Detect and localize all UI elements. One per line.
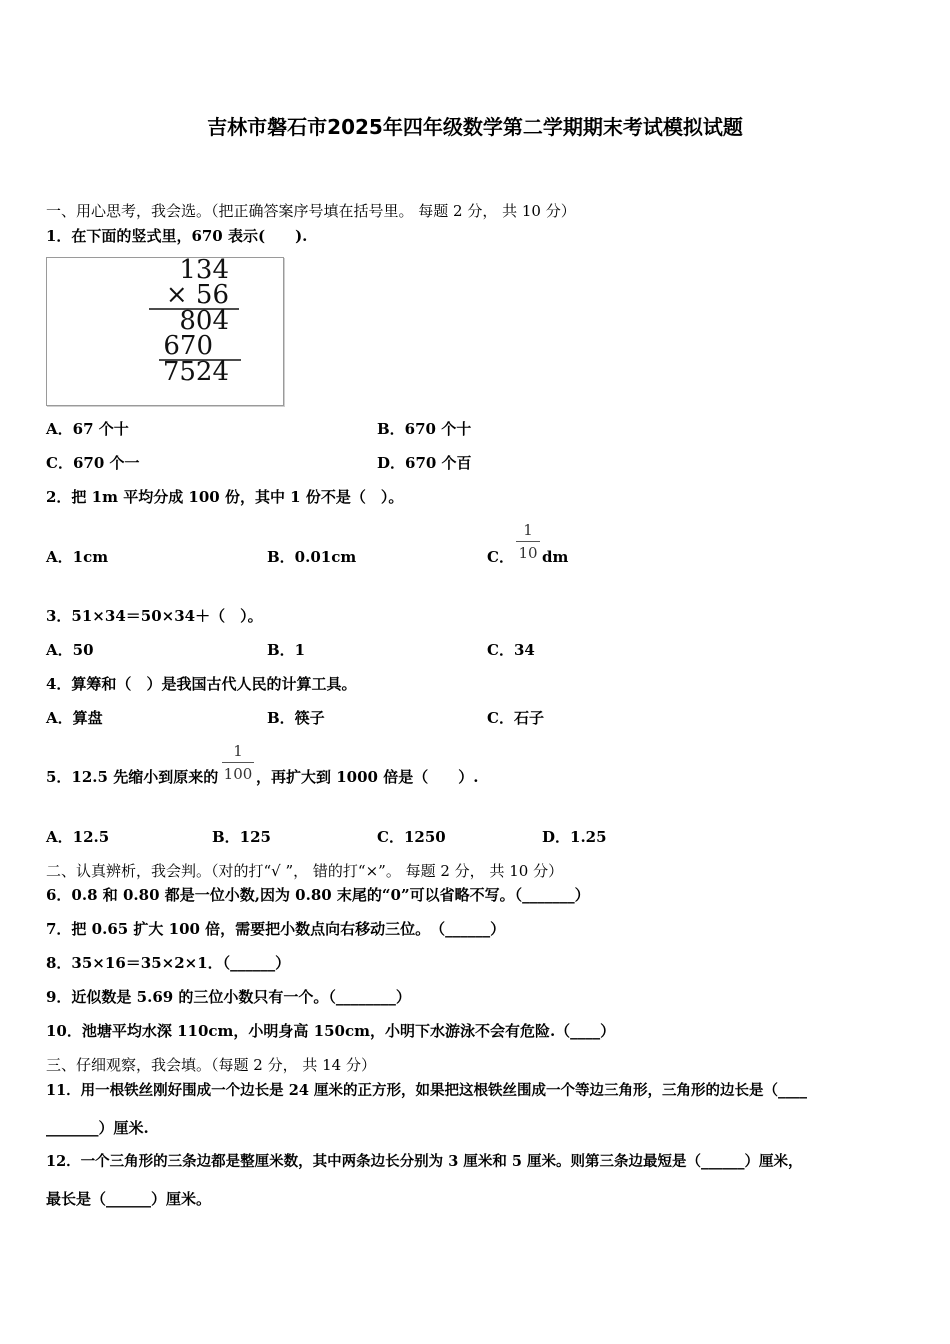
q1-stem: 1．在下面的竖式里，670 表示( ). [46,227,308,245]
q5-stem-b: ，再扩大到 1000 倍是（ ）. [256,768,479,786]
fig-line-3: 804 [179,306,229,336]
q3-option-a: A．50 [46,641,94,659]
section-3-heading: 三、仔细观察，我会填。（每题 2 分， 共 14 分） [46,1056,376,1074]
q3-stem: 3．51×34＝50×34＋（ ）。 [46,607,263,625]
q4-stem: 4．算筹和（ ）是我国古代人民的计算工具。 [46,675,357,693]
q2-option-a: A．1cm [46,548,109,566]
section-2-heading: 二、认真辨析，我会判。（对的打“√ ”， 错的打“×”。 每题 2 分， 共 10 分） [46,862,564,880]
q5-option-c: C．1250 [377,828,446,846]
q5-frac-numerator: 1 [233,742,243,760]
q10-text: 10．池塘平均水深 110cm，小明身高 150cm，小明下水游泳不会有危险.（____） [46,1022,616,1040]
q5-option-b: B．125 [212,828,271,846]
section-1-heading: 一、用心思考，我会选。（把正确答案序号填在括号里。 每题 2 分， 共 10 分） [46,202,576,220]
q2-frac-bar [516,541,540,542]
q6-text: 6．0.8 和 0.80 都是一位小数,因为 0.80 末尾的“0”可以省略不写。（_______） [46,886,590,904]
q5-frac-denominator: 100 [223,765,253,783]
fig-line-2: × 56 [165,280,229,310]
q5-fraction [222,742,254,783]
q12-line-1: 12．一个三角形的三条边都是整厘米数，其中两条边长分别为 3 厘米和 5 厘米。则第三条边最短是（______）厘米， [46,1153,803,1170]
vertical-multiplication-figure [46,257,284,406]
q5-option-d: D．1.25 [542,828,607,846]
q2-stem: 2．把 1m 平均分成 100 份，其中 1 份不是（ ）。 [46,488,404,506]
q2-option-c-fraction [516,521,540,562]
q11-line-2: _______）厘米. [46,1119,149,1137]
q2-option-b: B．0.01cm [267,548,357,566]
q11-line-1: 11．用一根铁丝刚好围成一个边长是 24 厘米的正方形，如果把这根铁丝围成一个等边三角形，三角形的边长是（____ [46,1082,807,1099]
q9-text: 9．近似数是 5.69 的三位小数只有一个。（________） [46,988,411,1006]
q1-option-b: B．670 个十 [377,420,472,438]
q5-frac-bar [222,762,254,763]
q3-option-c: C．34 [487,641,535,659]
q5-stem-a: 5．12.5 先缩小到原来的 [46,768,219,786]
fig-line-1: 134 [179,258,229,285]
q5-option-a: A．12.5 [46,828,110,846]
fig-line-4: 670 [163,331,213,361]
page-title: 吉林市磐石市2025年四年级数学第二学期期末考试模拟试题 [207,115,743,139]
q1-option-d: D．670 个百 [377,454,472,472]
q4-option-a: A．算盘 [46,709,103,727]
q2-option-c-suffix: dm [542,548,569,566]
q12-line-2: 最长是（______）厘米。 [46,1190,212,1208]
q4-option-b: B．筷子 [267,709,325,727]
q8-text: 8．35×16＝35×2×1．（______） [46,954,291,972]
q2-option-c-prefix: C． [487,548,514,566]
q2-frac-denominator: 10 [518,544,538,562]
q1-option-a: A．67 个十 [46,420,129,438]
q7-text: 7．把 0.65 扩大 100 倍，需要把小数点向右移动三位。 （______） [46,920,506,938]
q1-option-c: C．670 个一 [46,454,140,472]
fig-line-5: 7524 [162,357,229,387]
multiplication-svg [47,258,283,405]
q3-option-b: B．1 [267,641,306,659]
q4-option-c: C．石子 [487,709,544,727]
q2-frac-numerator: 1 [523,521,533,539]
